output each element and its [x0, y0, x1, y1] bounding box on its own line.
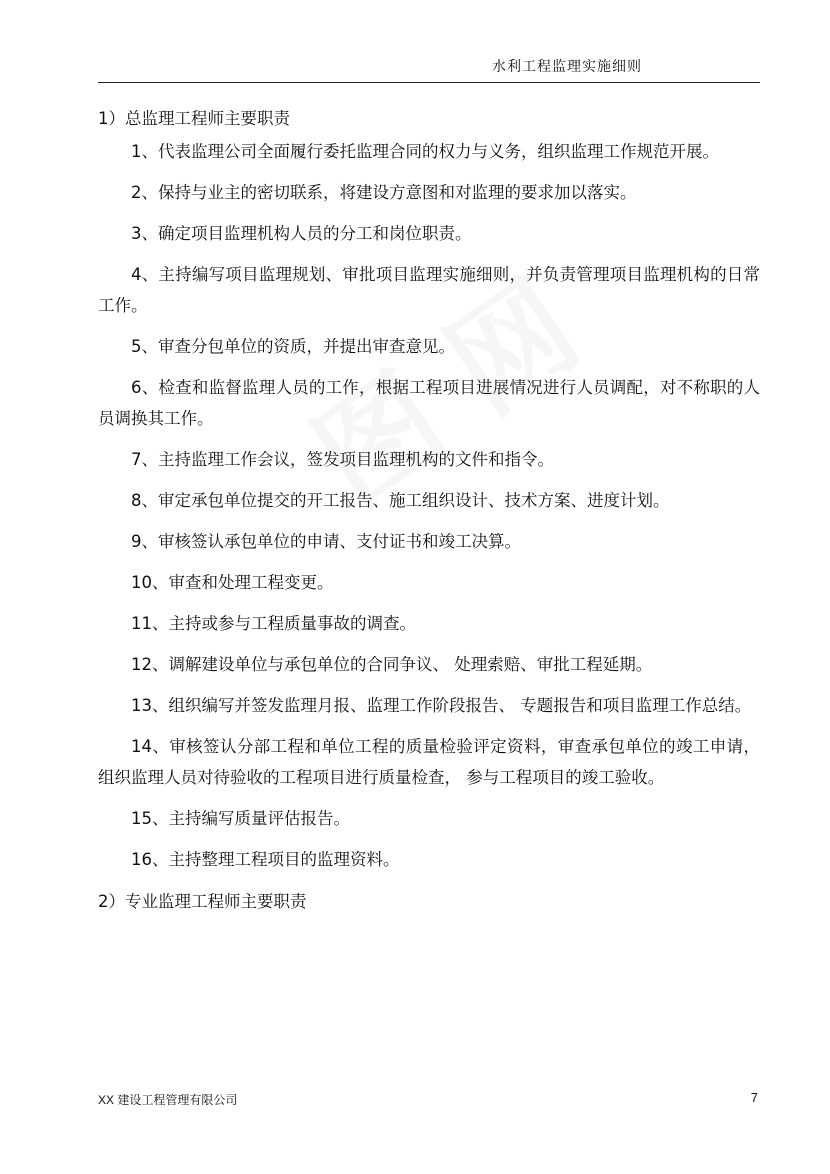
duty-item: 7、主持监理工作会议，签发项目监理机构的文件和指令。	[131, 450, 554, 469]
duty-item: 4、主持编写项目监理规划、审批项目监理实施细则，并负责管理项目监理机构的日常工作。	[98, 265, 760, 315]
duty-item: 3、确定项目监理机构人员的分工和岗位职责。	[131, 224, 472, 243]
section-heading-chief-engineer: 1）总监理工程师主要职责	[98, 109, 290, 128]
duty-item: 2、保持与业主的密切联系，将建设方意图和对监理的要求加以落实。	[131, 183, 637, 202]
duty-item: 8、审定承包单位提交的开工报告、施工组织设计、技术方案、进度计划。	[131, 491, 670, 510]
header-title: 水利工程监理实施细则	[492, 59, 642, 75]
duty-item: 13、组织编写并签发监理月报、监理工作阶段报告、 专题报告和项目监理工作总结。	[131, 696, 752, 715]
header-rule	[98, 82, 760, 83]
duty-item: 9、审核签认承包单位的申请、支付证书和竣工决算。	[131, 532, 521, 551]
duty-item: 5、审查分包单位的资质，并提出审查意见。	[131, 337, 455, 356]
duty-item: 15、主持编写质量评估报告。	[131, 809, 350, 828]
duty-item: 12、调解建设单位与承包单位的合同争议、 处理索赔、审批工程延期。	[131, 655, 653, 674]
section-heading-specialist-engineer: 2）专业监理工程师主要职责	[98, 892, 307, 911]
duty-item: 10、审查和处理工程变更。	[131, 573, 334, 592]
page-number: 7	[750, 1090, 758, 1105]
footer-company: XX 建设工程管理有限公司	[98, 1093, 238, 1107]
duty-item: 16、主持整理工程项目的监理资料。	[131, 850, 400, 869]
document-body	[98, 102, 760, 919]
duty-item: 14、审核签认分部工程和单位工程的质量检验评定资料，审查承包单位的竣工申请，组织监理人员对待验收的工程项目进行质量检查， 参与工程项目的竣工验收。	[98, 737, 760, 787]
duty-item: 1、代表监理公司全面履行委托监理合同的权力与义务，组织监理工作规范开展。	[131, 142, 719, 161]
duty-item: 6、检查和监督监理人员的工作，根据工程项目进展情况进行人员调配，对不称职的人员调换其工作。	[98, 378, 760, 428]
duty-item: 11、主持或参与工程质量事故的调查。	[131, 614, 416, 633]
